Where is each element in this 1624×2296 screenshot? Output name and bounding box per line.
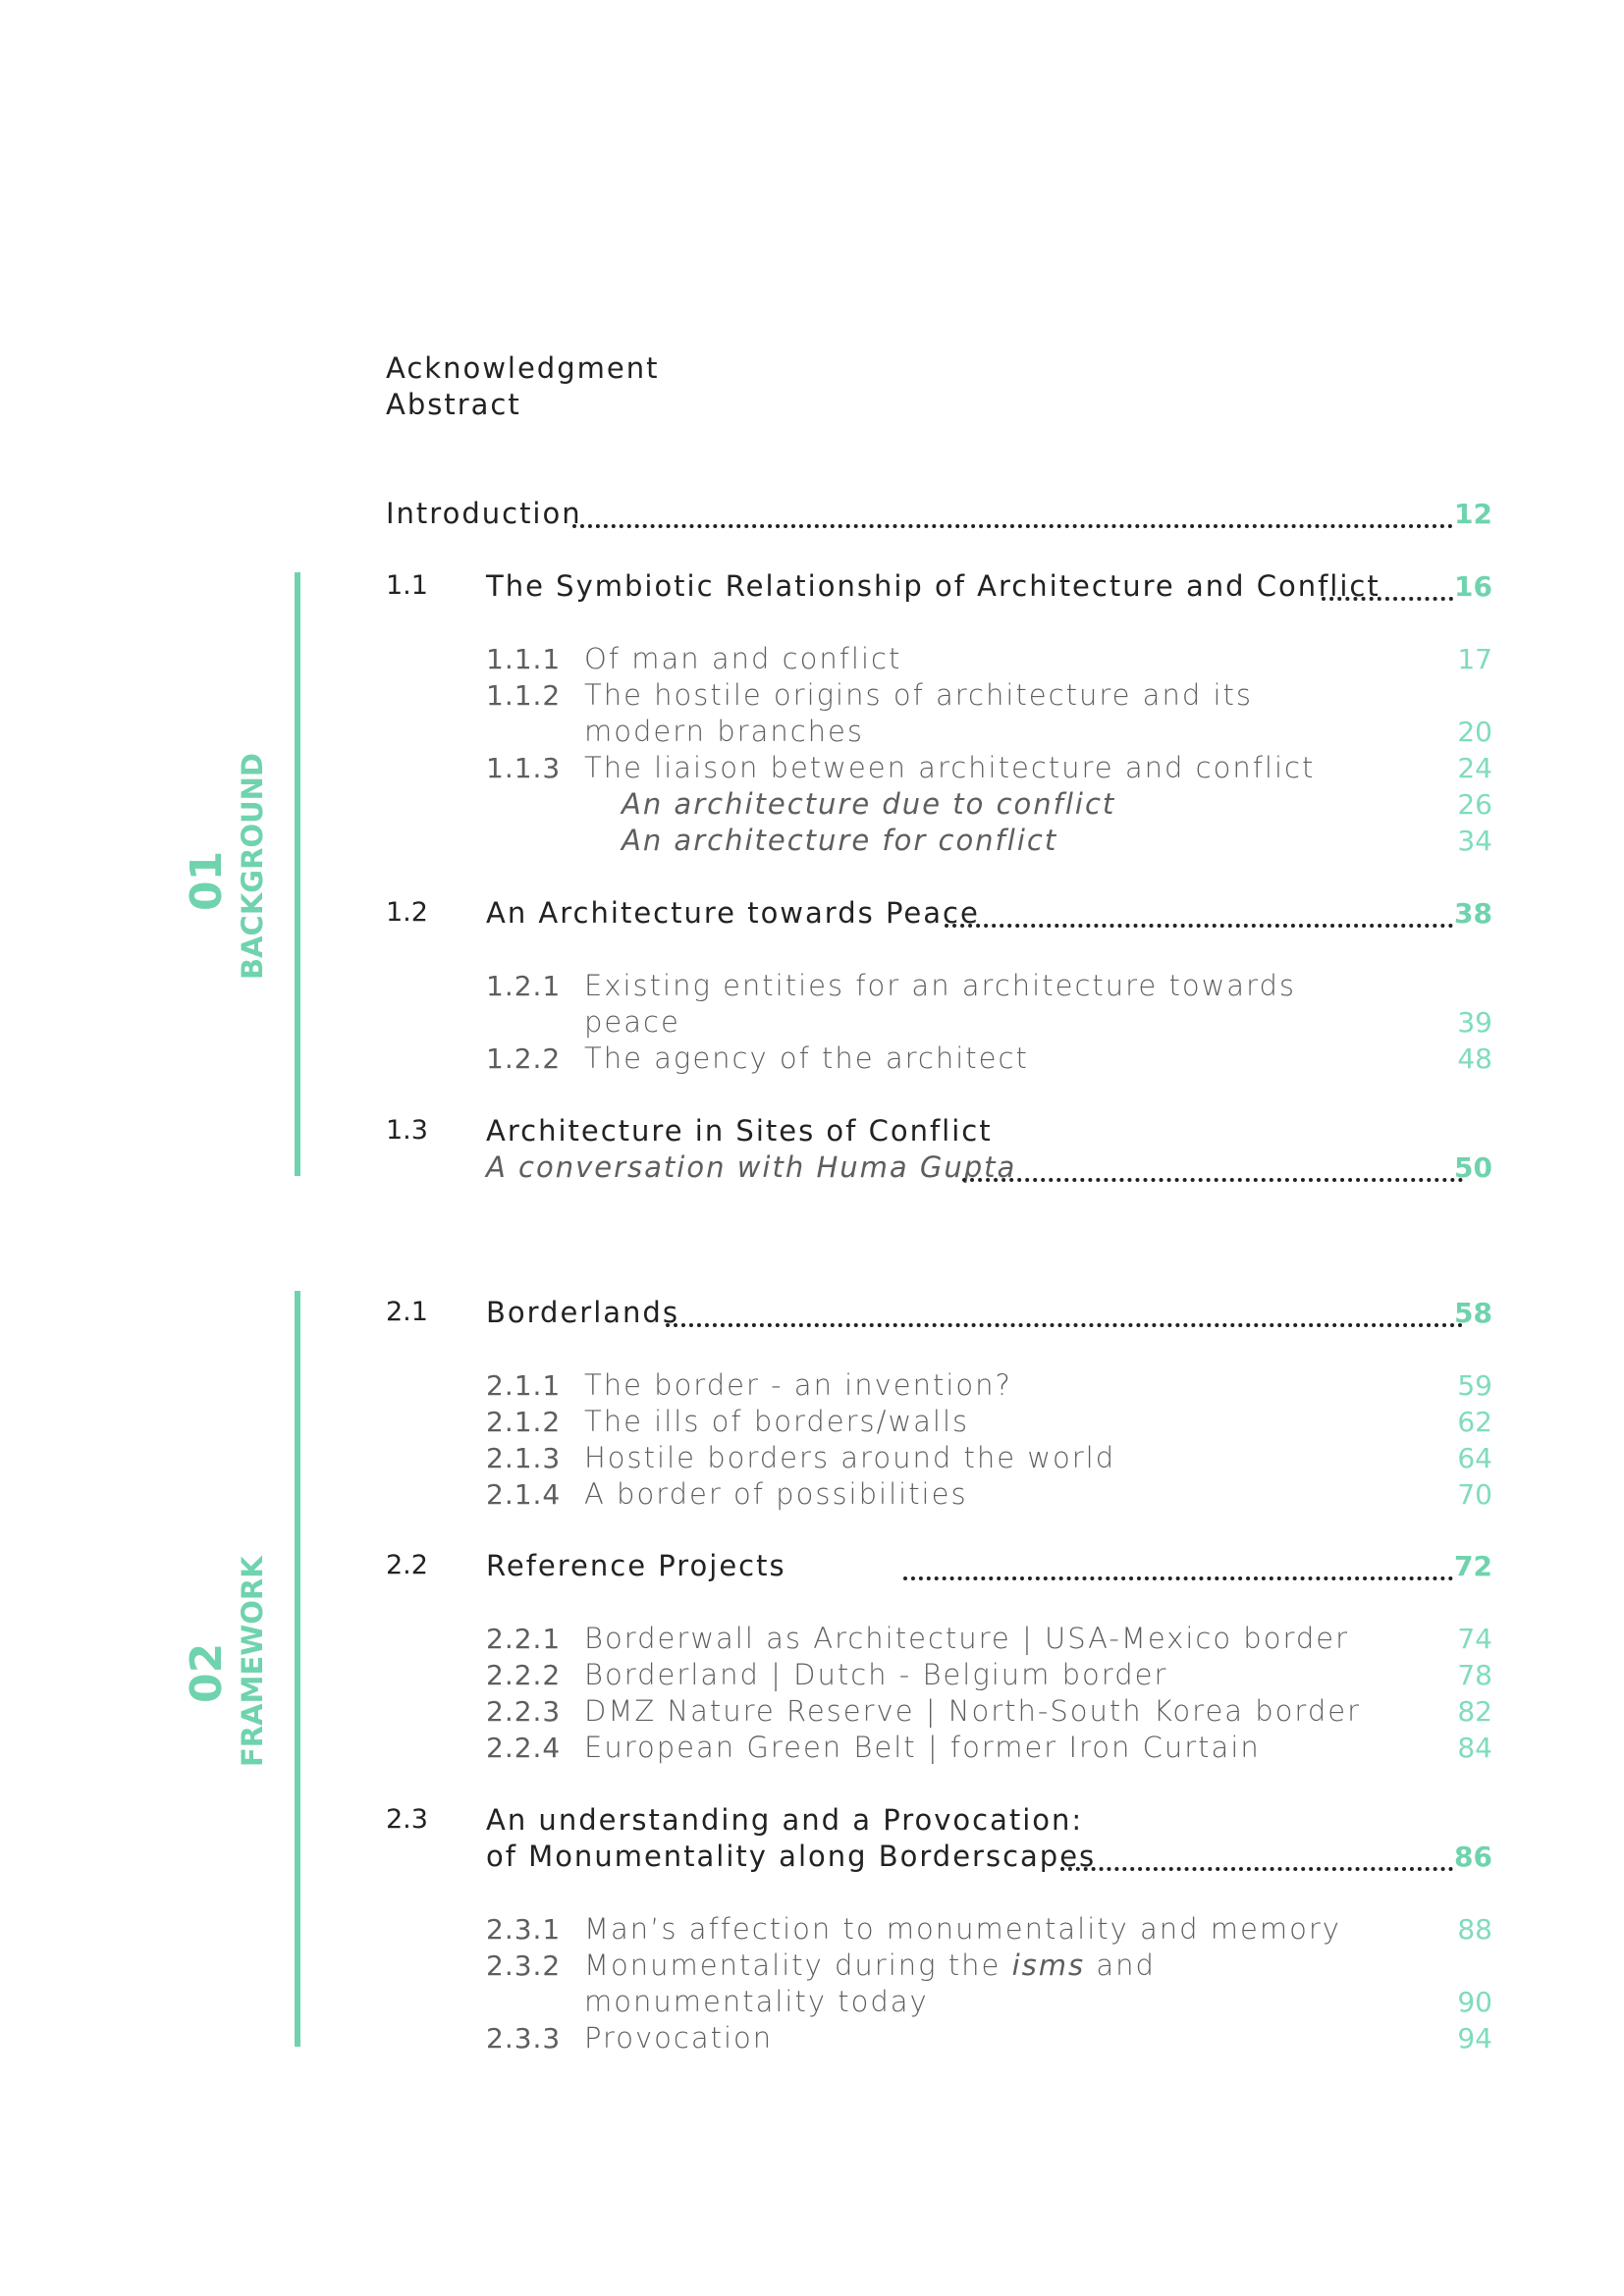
entry-number: 2.3.1 xyxy=(486,1913,562,1946)
page-number: 88 xyxy=(1457,1913,1492,1946)
toc-entry-2-1-3[interactable]: Hostile borders around the world xyxy=(584,1441,1116,1474)
page-number: 94 xyxy=(1457,2022,1492,2055)
entry-number: 2.1.1 xyxy=(486,1369,562,1402)
page-number: 72 xyxy=(1454,1550,1492,1582)
section-bar-background xyxy=(295,572,300,1176)
toc-abstract[interactable]: Abstract xyxy=(386,388,521,421)
toc-entry-1-1-2[interactable]: The hostile origins of architecture and its xyxy=(584,678,1253,712)
toc-entry-1-2-1[interactable]: Existing entities for an architecture towards xyxy=(584,969,1297,1002)
toc-entry-1-2[interactable]: An Architecture towards Peace xyxy=(486,896,980,930)
dot-leader xyxy=(1060,1867,1453,1871)
entry-number: 2.2.3 xyxy=(486,1695,562,1728)
page-number: 16 xyxy=(1454,570,1492,603)
entry-number: 2.3 xyxy=(386,1804,428,1835)
entry-number: 2.1 xyxy=(386,1297,428,1327)
entry-number: 2.1.2 xyxy=(486,1406,562,1438)
dot-leader xyxy=(572,524,1453,528)
entry-number: 2.2.4 xyxy=(486,1732,562,1764)
entry-number: 2.2.1 xyxy=(486,1623,562,1655)
toc-entry-2-3-3[interactable]: Provocation xyxy=(584,2021,774,2055)
entry-number: 1.1.3 xyxy=(486,752,562,784)
page-number: 86 xyxy=(1454,1841,1492,1873)
entry-number: 1.1 xyxy=(386,570,428,601)
toc-entry-2-2-3[interactable]: DMZ Nature Reserve | North-South Korea border xyxy=(584,1694,1362,1728)
entry-number: 2.1.4 xyxy=(486,1478,562,1511)
toc-entry-1-1-3[interactable]: The liaison between architecture and conflict xyxy=(584,751,1316,784)
entry-number: 2.3.3 xyxy=(486,2022,562,2055)
page-number: 70 xyxy=(1457,1478,1492,1511)
page-number: 78 xyxy=(1457,1659,1492,1691)
page-number: 82 xyxy=(1457,1695,1492,1728)
toc-entry-2-2-2[interactable]: Borderland | Dutch - Belgium border xyxy=(584,1658,1168,1691)
page-number: 62 xyxy=(1457,1406,1492,1438)
section-name: BACKGROUND xyxy=(236,753,269,980)
entry-number: 1.1.2 xyxy=(486,679,562,712)
page-number: 39 xyxy=(1457,1006,1492,1039)
toc-entry-2-2[interactable]: Reference Projects xyxy=(486,1549,786,1582)
toc-entry-2-3-2-cont[interactable]: monumentality today xyxy=(584,1985,929,2018)
dot-leader xyxy=(903,1576,1453,1580)
title-emphasis: isms xyxy=(1011,1949,1086,1982)
entry-number: 2.1.3 xyxy=(486,1442,562,1474)
toc-entry-1-1-1[interactable]: Of man and conflict xyxy=(584,642,902,675)
dot-leader xyxy=(962,1178,1463,1182)
section-name: FRAMEWORK xyxy=(236,1556,269,1767)
section-number: 02 xyxy=(182,1642,232,1703)
toc-entry-2-1[interactable]: Borderlands xyxy=(486,1296,679,1329)
entry-number: 2.3.2 xyxy=(486,1949,562,1982)
entry-number: 1.2.2 xyxy=(486,1042,562,1075)
toc-entry-1-1-3-b[interactable]: An architecture for conflict xyxy=(622,824,1058,857)
page-number: 74 xyxy=(1457,1623,1492,1655)
page-number: 24 xyxy=(1457,752,1492,784)
toc-entry-2-1-2[interactable]: The ills of borders/walls xyxy=(584,1405,970,1438)
toc-entry-2-3-1[interactable]: Man’s affection to monumentality and memory xyxy=(584,1912,1341,1946)
title-part: and xyxy=(1085,1949,1156,1982)
toc-entry-2-2-4[interactable]: European Green Belt | former Iron Curtain xyxy=(584,1731,1261,1764)
page-number: 90 xyxy=(1457,1986,1492,2018)
entry-number: 2.2.2 xyxy=(486,1659,562,1691)
toc-entry-2-1-4[interactable]: A border of possibilities xyxy=(584,1477,968,1511)
entry-number: 1.3 xyxy=(386,1115,428,1146)
toc-entry-2-3[interactable]: An understanding and a Provocation: xyxy=(486,1803,1084,1837)
dot-leader xyxy=(945,924,1453,928)
toc-entry-1-1[interactable]: The Symbiotic Relationship of Architecture and Conflict xyxy=(486,569,1380,603)
page-number: 59 xyxy=(1457,1369,1492,1402)
toc-entry-2-3-2[interactable] xyxy=(584,1949,1156,1982)
toc-introduction[interactable]: Introduction xyxy=(386,497,582,530)
toc-entry-1-2-2[interactable]: The agency of the architect xyxy=(584,1041,1029,1075)
section-label-framework xyxy=(182,1643,232,1703)
entry-number: 2.2 xyxy=(386,1550,428,1580)
entry-number: 1.2.1 xyxy=(486,970,562,1002)
page-number: 84 xyxy=(1457,1732,1492,1764)
section-name-framework xyxy=(236,1556,269,1767)
dot-leader xyxy=(666,1323,1463,1327)
section-bar-framework xyxy=(295,1291,300,2047)
title-part: Monumentality during the xyxy=(584,1949,1012,1982)
page-number: 58 xyxy=(1454,1297,1492,1329)
toc-entry-1-1-3-a[interactable]: An architecture due to conflict xyxy=(622,787,1116,821)
toc-acknowledgment[interactable]: Acknowledgment xyxy=(386,351,660,385)
toc-entry-2-3-cont[interactable]: of Monumentality along Borderscapes xyxy=(486,1840,1097,1873)
page-number: 48 xyxy=(1457,1042,1492,1075)
page-number: 50 xyxy=(1454,1151,1492,1184)
toc-entry-1-3-subtitle[interactable]: A conversation with Huma Gupta xyxy=(486,1150,1017,1184)
page-number: 38 xyxy=(1454,897,1492,930)
page-number: 26 xyxy=(1457,788,1492,821)
page-number: 20 xyxy=(1457,716,1492,748)
page-number: 17 xyxy=(1457,643,1492,675)
toc-entry-1-2-1-cont[interactable]: peace xyxy=(584,1005,680,1039)
entry-number: 1.1.1 xyxy=(486,643,562,675)
page-number: 64 xyxy=(1457,1442,1492,1474)
toc-entry-2-2-1[interactable]: Borderwall as Architecture | USA-Mexico border xyxy=(584,1622,1350,1655)
section-number: 01 xyxy=(182,850,232,911)
toc-entry-2-1-1[interactable]: The border - an invention? xyxy=(584,1368,1012,1402)
toc-entry-1-1-2-cont[interactable]: modern branches xyxy=(584,715,865,748)
page-number: 12 xyxy=(1454,498,1492,530)
section-name-background xyxy=(236,753,269,980)
page-number: 34 xyxy=(1457,825,1492,857)
toc-entry-1-3[interactable]: Architecture in Sites of Conflict xyxy=(486,1114,993,1148)
section-label-background xyxy=(182,851,232,911)
entry-number: 1.2 xyxy=(386,897,428,928)
